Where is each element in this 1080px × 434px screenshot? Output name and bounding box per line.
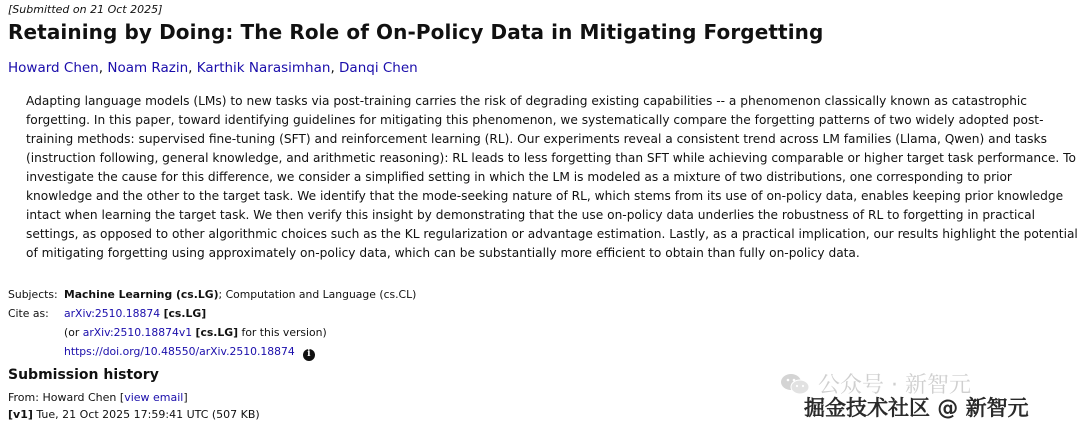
subjects-row xyxy=(8,285,416,304)
cite-row xyxy=(8,304,416,323)
subjects-label: Subjects: xyxy=(8,288,58,301)
doi-link[interactable]: https://doi.org/10.48550/arXiv.2510.18874 xyxy=(64,345,295,358)
submission-history xyxy=(8,389,260,423)
arxiv-version-link[interactable]: arXiv:2510.18874v1 xyxy=(82,326,193,339)
submission-history-heading: Submission history xyxy=(8,367,159,383)
cite-category: [cs.LG] xyxy=(163,307,207,320)
version-row xyxy=(8,323,416,342)
arxiv-id-link[interactable]: arXiv:2510.18874 xyxy=(64,307,161,320)
secondary-subjects: ; Computation and Language (cs.CL) xyxy=(218,288,417,301)
author-link[interactable]: Danqi Chen xyxy=(339,60,418,76)
doi-row xyxy=(8,342,416,361)
history-version-line xyxy=(8,406,260,423)
version-date: Tue, 21 Oct 2025 17:59:41 UTC (507 KB) xyxy=(32,408,260,421)
version-category: [cs.LG] xyxy=(195,326,239,339)
cite-value xyxy=(64,304,206,323)
paper-title: Retaining by Doing: The Role of On-Policy Data in Mitigating Forgetting xyxy=(8,20,824,44)
watermark xyxy=(780,368,1076,430)
version-value: (or arXiv:2510.18874v1 [cs.LG] for this version) xyxy=(64,326,327,339)
watermark-bottom-text: 掘金技术社区 @ 新智元 xyxy=(804,396,1029,420)
history-from-line: From: Howard Chen [view email] xyxy=(8,391,188,404)
author-link[interactable]: Howard Chen xyxy=(8,60,99,76)
abstract-text: Adapting language models (LMs) to new tasks via post-training carries the risk of degrading existing capabilities -- a phenomenon classically known as catastrophic forgetting. In this paper, toward identifying guidelines for mitigating this phenomenon, we systematically compare the forgetting patterns of two widely adopted post-training methods: supervised fine-tuning (SFT) and reinforcement learning (RL). Our experiments reveal a consistent trend across LM families (Llama, Qwen) and tasks (instruction following, general knowledge, and arithmetic reasoning): RL leads to less forgetting than SFT while achieving comparable or higher target task performance. To investigate the cause for this difference, we consider a simplified setting in which the LM is modeled as a mixture of two distributions, one corresponding to prior knowledge and the other to the target task. We identify that the mode-seeking nature of RL, which stems from its use of on-policy data, enables keeping prior knowledge intact when learning the target task. We then verify this insight by demonstrating that the use on-policy data underlies the robustness of RL to forgetting in practical settings, as opposed to other algorithmic choices such as the KL regularization or advantage estimation. Lastly, as a practical implication, our results highlight the potential of mitigating forgetting using approximately on-policy data, which can be substantially more efficient to obtain than fully on-policy data. xyxy=(26,94,1078,260)
author-link[interactable]: Karthik Narasimhan xyxy=(196,60,331,76)
author-separator: , xyxy=(98,60,108,76)
cite-label: Cite as: xyxy=(8,307,49,320)
author-list xyxy=(8,60,418,76)
metadata-table xyxy=(8,285,416,361)
author-link[interactable]: Noam Razin xyxy=(107,60,189,76)
info-circle-icon[interactable]: i xyxy=(303,349,315,361)
subjects-value xyxy=(64,285,416,304)
version-tag: [v1] xyxy=(8,408,33,421)
author-separator: , xyxy=(188,60,197,76)
submission-dateline: [Submitted on 21 Oct 2025] xyxy=(8,3,163,16)
primary-subject: Machine Learning (cs.LG) xyxy=(64,288,219,301)
view-email-link[interactable]: view email xyxy=(124,391,184,404)
watermark-top-text: 公众号 · 新智元 xyxy=(818,373,971,398)
doi-value xyxy=(64,342,315,361)
author-separator: , xyxy=(330,60,340,76)
